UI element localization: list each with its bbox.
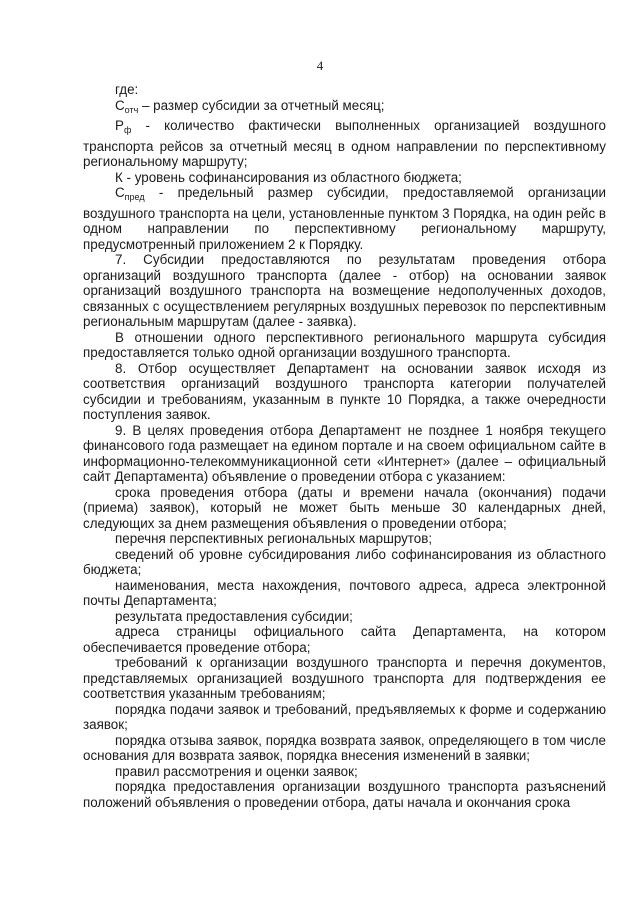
definition-c-otch: $С_{отч}$ – размер субсидии за отчетный месяц; — [115, 97, 385, 115]
list-item: правил рассмотрения и оценки заявок; — [115, 763, 358, 779]
paragraph-7: 7. Субсидии предоставляются по результатам проведения отбора организаций воздушного транспорта (далее - отбор) на основании заявок организаций воздушного транспорта на возмещение недополученных доходов, связанных с осуществлением регулярных воздушных перевозок по перспективным региональным маршрутам (далее - заявка). — [83, 252, 606, 329]
definition-k: К - уровень софинансирования из областного бюджета; — [115, 169, 462, 185]
list-item: порядка отзыва заявок, порядка возврата заявок, определяющего в том числе основания для возврата заявок, порядка внесения изменений в заявки; — [83, 732, 606, 763]
list-item: требований к организации воздушного транспорта и перечня документов, представляемых организацией воздушного транспорта для подтверждения ее соответствия указанным требованиям; — [83, 655, 606, 701]
list-item: наименования, места нахождения, почтового адреса, адреса электронной почты Департамента; — [83, 577, 606, 608]
formula-symbol: $С_{отч}$ — [115, 97, 139, 115]
list-item: адреса страницы официального сайта Департамента, на котором обеспечивается проведение отбора; — [83, 624, 606, 655]
formula-symbol: К — [115, 169, 123, 185]
list-item: сведений об уровне субсидирования либо софинансирования из областного бюджета; — [83, 546, 606, 577]
list-item: срока проведения отбора (даты и времени начала (окончания) подачи (приема) заявок), который не может быть меньше 30 календарных дней, следующих за днем размещения объявления о проведении отбора; — [83, 484, 606, 531]
definition-r-f: $Р_ф$ - количество фактически выполненных организацией воздушного транспорта рейсов за отчетный месяц в одном направлении по перспективному региональному маршруту; — [83, 118, 606, 169]
page-number: 4 — [316, 58, 324, 73]
paragraph-7-continued: В отношении одного перспективного регионального маршрута субсидия предоставляется только одной организации воздушного транспорта. — [83, 329, 606, 360]
where-label: где: — [115, 82, 139, 97]
list-item: результата предоставления субсидии; — [115, 608, 353, 624]
list-item: порядка предоставления организации воздушного транспорта разъяснений положений объявления о проведении отбора, даты начала и окончания срока — [83, 779, 606, 810]
paragraph-9: 9. В целях проведения отбора Департамент не позднее 1 ноября текущего финансового года размещает на едином портале и на своем официальном сайте в информационно-телекоммуникационной сети «Интернет» (далее – официальный сайт Департамента) объявление о проведении отбора с указанием: — [83, 422, 606, 484]
paragraph-8: 8. Отбор осуществляет Департамент на основании заявок исходя из соответствия организаций воздушного транспорта категории получателей субсидии и требованиям, указанным в пункте 10 Порядка, а также очередности поступления заявок. — [83, 360, 606, 422]
definition-c-pred: $С_{пред}$ - предельный размер субсидии, предоставляемой организации воздушного транспорта на цели, установленные пунктом 3 Порядка, на один рейс в одном направлении по перспективному региональному маршруту, предусмотренный приложением 2 к Порядку. — [83, 185, 606, 252]
formula-symbol: $Р_ф$ — [115, 118, 132, 135]
formula-symbol: $С_{пред}$ — [115, 185, 145, 202]
list-item: перечня перспективных региональных маршрутов; — [115, 531, 433, 546]
list-item: порядка подачи заявок и требований, предъявляемых к форме и содержанию заявок; — [83, 701, 606, 732]
document-body — [83, 82, 606, 810]
